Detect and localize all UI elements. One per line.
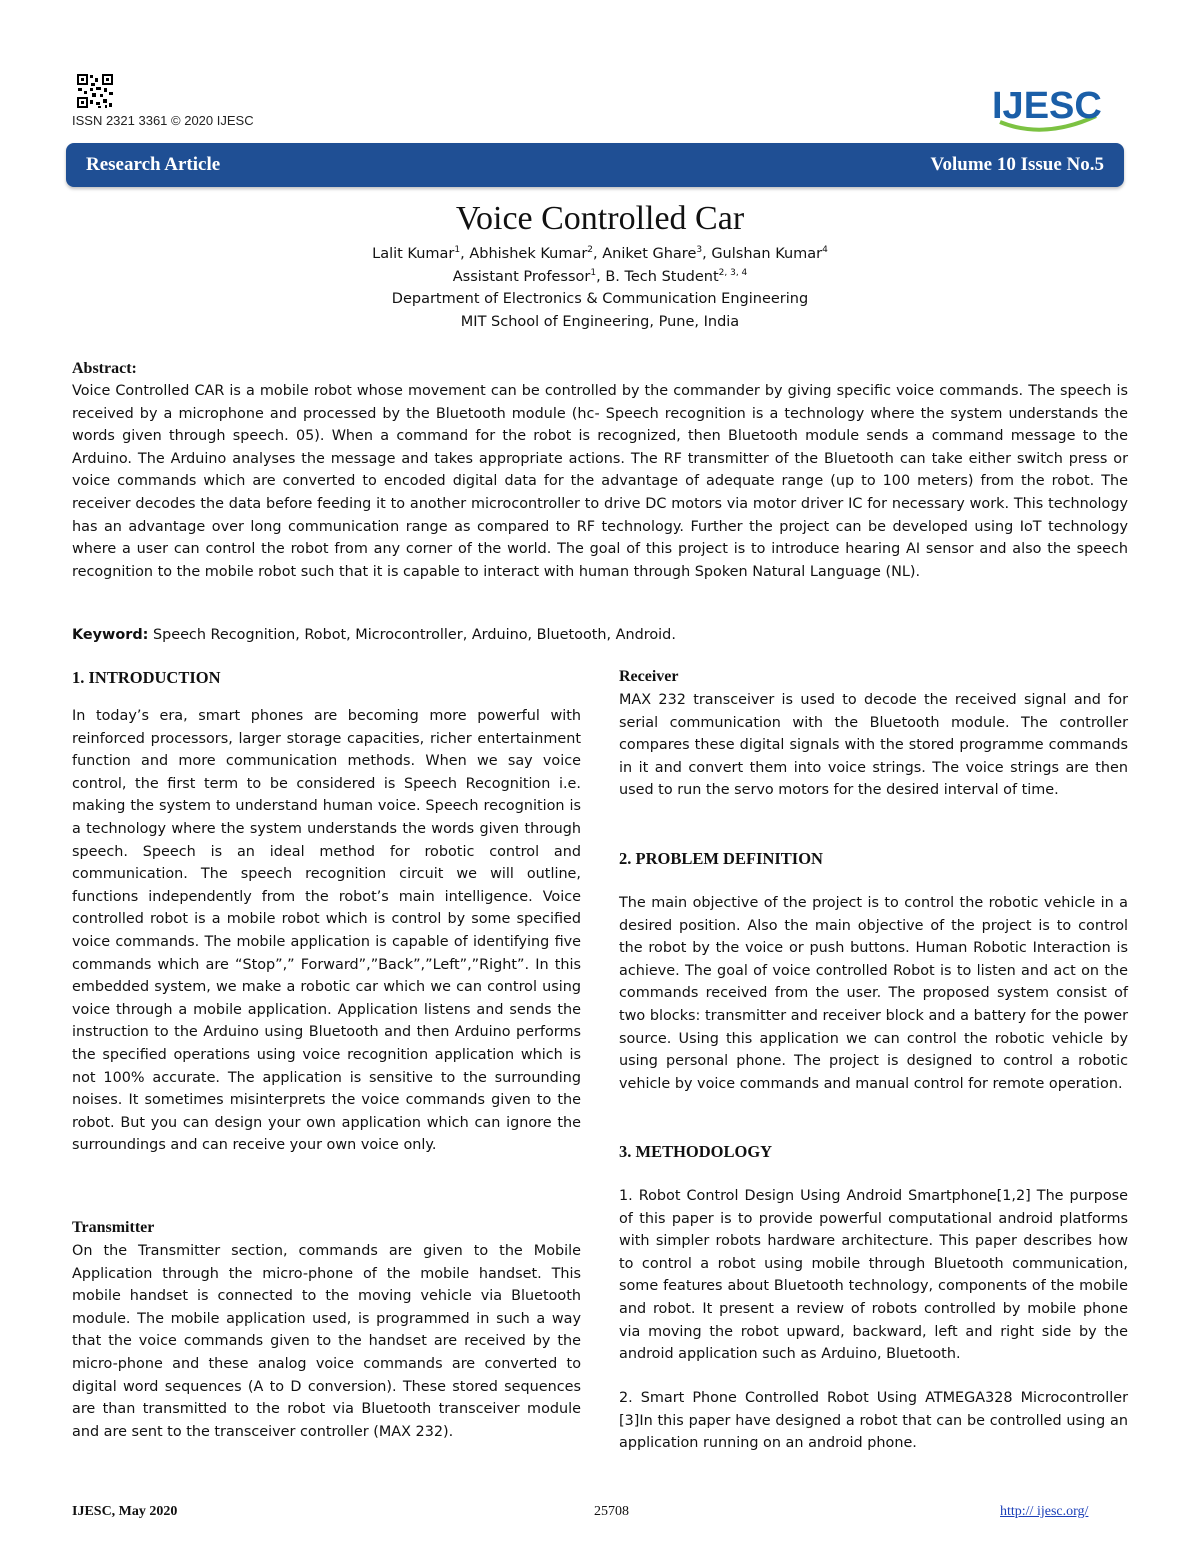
methodology-text-2: 2. Smart Phone Controlled Robot Using ATMEGA328 Microcontroller [3]In this paper have designed a robot that can be controlled using an application running on an android phone. (619, 1390, 1128, 1452)
author-affiliation: 2 (587, 245, 594, 255)
header-banner (66, 143, 1124, 187)
keywords-line (72, 627, 676, 643)
logo-text: IJESC (992, 85, 1102, 127)
ijesc-logo (986, 78, 1104, 136)
footer-journal: IJESC, May 2020 (72, 1504, 178, 1519)
author-affiliation: 1 (454, 245, 461, 255)
author-name: Gulshan Kumar (711, 245, 823, 262)
role-btech-student: B. Tech Student (605, 268, 719, 285)
section-heading-introduction: 1. INTRODUCTION (72, 668, 221, 687)
transmitter-text: On the Transmitter section, commands are given to the Mobile Application through the micro-phone of the mobile handset. This mobile handset is connected to the moving vehicle via Bluetooth module. The mobile application used, is programmed in such a way that the voice commands given to the handset are received by the micro-phone and these analog voice commands are converted to digital word sequences (A to D conversion). These stored sequences are than transmitted to the robot via Bluetooth transceiver module and are sent to the transceiver controller (MAX 232). (72, 1243, 581, 1440)
qr-code-icon (76, 73, 114, 109)
subheading-transmitter: Transmitter (72, 1219, 155, 1236)
role-sup: 1 (590, 268, 597, 278)
footer-page-number: 25708 (594, 1504, 629, 1519)
institute-line: MIT School of Engineering, Pune, India (460, 314, 740, 330)
paper-title: Voice Controlled Car (455, 200, 745, 237)
abstract-heading: Abstract: (72, 360, 137, 377)
author-affiliation: 4 (822, 245, 828, 255)
introduction-text: In today’s era, smart phones are becoming more powerful with reinforced processors, larger storage capacities, richer entertainment function and more communication methods. When we say voice control, the first term to be considered is Speech Recognition i.e. making the system to understand human voice. Speech recognition is a technology where the system understands the words given through speech. Speech is an ideal method for robotic control and communication. The speech recognition circuit we will outline, functions independently from the robot’s main intelligence. Voice controlled robot is a mobile robot which is control by some specified voice commands. The mobile application is capable of identifying five commands which are “Stop”,” Forward”,”Back”,”Left”,”Right”. In this embedded system, we make a robotic car which we can control using voice through a mobile application. Application listens and sends the instruction to the Arduino using Bluetooth and then Arduino performs the specified operations using voice recognition application which is not 100% accurate. The application is sensitive to the surrounding noises. It sometimes misinterprets the voice commands given to the robot. But you can design your own application which can ignore the surroundings and can receive your own voice only. (72, 708, 581, 1154)
author-affiliation: 3 (696, 245, 703, 255)
abstract-text: Voice Controlled CAR is a mobile robot whose movement can be controlled by the commander by giving specific voice commands. The speech is received by a microphone and processed by the Bluetooth module (hc- Speech recognition is a technology where the system understands the words given through speech. 05). When a command for the robot is recognized, then Bluetooth module sends a command message to the Arduino. The Arduino analyses the message and takes appropriate actions. The RF transmitter of the Bluetooth can take either switch press or voice commands which are converted to encoded digital data for the advantage of adequate range (up to 100 meters) from the robot. The receiver decodes the data before feeding it to another microcontroller to drive DC motors via motor driver IC for necessary work. This technology has an advantage over long communication range as compared to RF technology. Further the project can be developed using IoT technology where a user can control the robot from any corner of the world. The goal of this project is to introduce hearing AI sensor and also the speech recognition to the mobile robot such that it is capable to interact with human through Spoken Natural Language (NL). (72, 383, 1128, 580)
author-line: Lalit Kumar$^1$, Abhishek Kumar$^2$, Aniket Ghare$^3$, Gulshan Kumar$^4$ (372, 245, 828, 262)
footer-url-link[interactable]: http:// ijesc.org/ (1000, 1504, 1089, 1519)
methodology-text-1: 1. Robot Control Design Using Android Smartphone[1,2] The purpose of this paper is to provide powerful computational android platforms with simpler robots hardware architecture. This paper describes how to control a robot using mobile through Bluetooth communication, some features about Bluetooth technology, components of the mobile and robot. It present a review of robots controlled by mobile phone via moving the robot upward, backward, left and right side by the android application such as Arduino, Bluetooth. (619, 1188, 1128, 1363)
article-type: Research Article (86, 154, 221, 175)
issn-line: ISSN 2321 3361 © 2020 IJESC (72, 113, 254, 128)
section-heading-problem-definition: 2. PROBLEM DEFINITION (619, 849, 823, 868)
section-heading-methodology: 3. METHODOLOGY (619, 1142, 773, 1161)
keywords-label: Keyword: (72, 627, 149, 643)
role-sup: 2, 3, 4 (718, 268, 748, 278)
author-name: Lalit Kumar (372, 245, 455, 262)
keywords-text: Speech Recognition, Robot, Microcontroller, Arduino, Bluetooth, Android. (148, 627, 676, 643)
department-line: Department of Electronics & Communication Engineering (391, 291, 809, 307)
author-name: Abhishek Kumar (469, 245, 588, 262)
role-assistant-professor: Assistant Professor (452, 268, 591, 285)
roles-line: Assistant Professor$^1$, B. Tech Student$^{2, 3, 4}$ (452, 268, 748, 285)
subheading-receiver: Receiver (619, 668, 679, 685)
receiver-text: MAX 232 transceiver is used to decode the received signal and for serial communication with the Bluetooth module. The controller compares these digital signals with the stored programme commands in it and convert them into voice strings. The voice strings are then used to run the servo motors for the desired interval of time. (619, 692, 1128, 799)
volume-issue: Volume 10 Issue No.5 (930, 154, 1104, 175)
author-name: Aniket Ghare (602, 245, 697, 262)
problem-definition-text: The main objective of the project is to control the robotic vehicle in a desired position. Also the main objective of the project is to control the robot by the voice or push buttons. Human Robotic Interaction is achieve. The goal of voice controlled Robot is to listen and act on the commands received from the user. The proposed system consist of two blocks: transmitter and receiver block and a battery for the power source. Using this application we can control the robotic vehicle by using personal phone. The project is designed to control a robotic vehicle by voice commands and manual control for remote operation. (619, 895, 1128, 1092)
